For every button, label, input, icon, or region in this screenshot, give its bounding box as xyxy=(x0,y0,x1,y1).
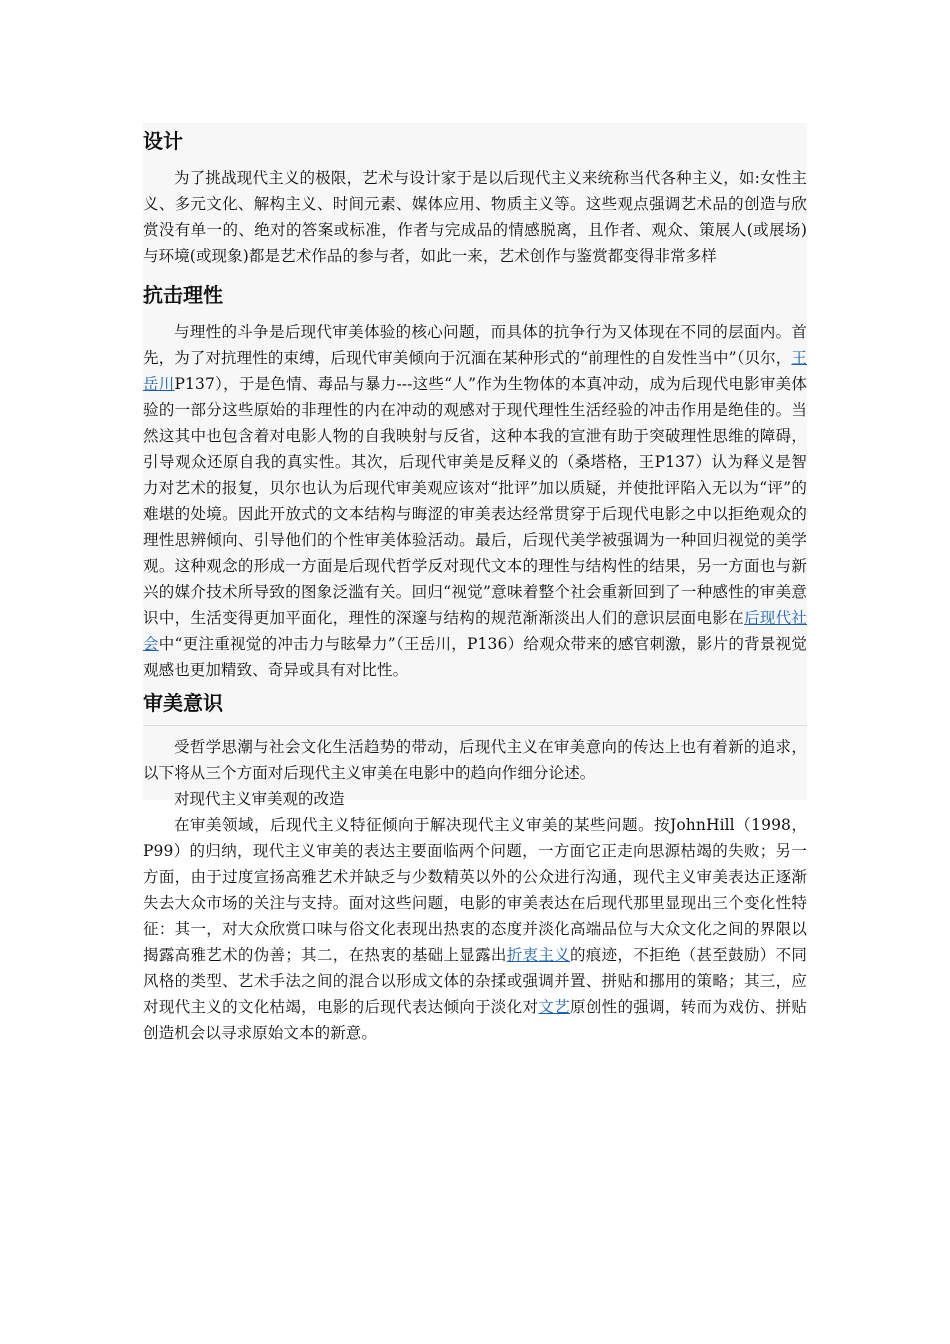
link-wang-yuechuan[interactable]: 王岳川 xyxy=(143,349,807,393)
paragraph-rationality xyxy=(143,319,807,683)
subheading-transformation: 对现代主义审美观的改造 xyxy=(174,790,345,808)
paragraph-text: 在审美领域，后现代主义特征倾向于解决现代主义审美的某些问题。按JohnHill（1998，P99）的归纳，现代主义审美的表达主要面临两个问题，一方面它正走向思源枯竭的失败；另一方面，由于过度宣扬高雅艺术并缺乏与少数精英以外的公众进行沟通，现代主义审美表达正逐渐失去大众市场的关注与支持。面对这些问题，电影的审美表达在后现代那里显现出三个变化性特征：其一，对大众欣赏口味与俗文化表现出热衷的态度并淡化高端品位与大众文化之间的界限以揭露高雅艺术的伪善；其二，在热衷的基础上显露出 xyxy=(143,816,807,964)
paragraph-text: 与理性的斗争是后现代审美体验的核心问题，而具体的抗争行为又体现在不同的层面内。首先，为了对抗理性的束缚，后现代审美倾向于沉湎在某种形式的“前理性的自发性当中”（贝尔， xyxy=(143,323,807,367)
paragraph-text: 原创性的强调，转而为戏仿、拼贴创造机会以寻求原始文本的新意。 xyxy=(143,998,807,1042)
paragraph-text: 的痕迹，不拒绝（甚至鼓励）不同风格的类型、艺术手法之间的混合以形成文体的杂揉或强调并置、拼贴和挪用的策略；其三，应对现代主义的文化枯竭，电影的后现代表达倾向于淡化对 xyxy=(143,946,807,1016)
section-heading-aesthetics: 审美意识 xyxy=(143,691,223,715)
paragraph-aesthetics-intro: 受哲学思潮与社会文化生活趋势的带动，后现代主义在审美意向的传达上也有着新的追求，以下将从三个方面对后现代主义审美在电影中的趋向作细分论述。 xyxy=(143,738,807,782)
section-heading-rationality: 抗击理性 xyxy=(143,283,223,307)
divider xyxy=(143,725,807,726)
paragraph-aesthetics-body xyxy=(143,812,807,1046)
paragraph-text: 中“更注重视觉的冲击力与眩晕力”（王岳川，P136）给观众带来的感官刺激，影片的背景视觉观感也更加精致、奇异或具有对比性。 xyxy=(143,635,808,679)
link-eclecticism[interactable]: 折衷主义 xyxy=(506,946,570,964)
link-literature-art[interactable]: 文艺 xyxy=(538,998,570,1016)
paragraph-text: P137），于是色情、毒品与暴力---这些“人”作为生物体的本真冲动，成为后现代电影审美体验的一部分这些原始的非理性的内在冲动的观感对于现代理性生活经验的冲击作用是绝佳的。当然这其中也包含着对电影人物的自我映射与反省，这种本我的宣泄有助于突破理性思维的障碍，引导观众还原自我的真实性。其次，后现代审美是反释义的（桑塔格，王P137）认为释义是智力对艺术的报复，贝尔也认为后现代审美观应该对“批评”加以质疑，并使批评陷入无以为“评”的难堪的处境。因此开放式的文本结构与晦涩的审美表达经常贯穿于后现代电影之中以拒绝观众的理性思辨倾向、引导他们的个性审美体验活动。最后，后现代美学被强调为一种回归视觉的美学观。这种观念的形成一方面是后现代哲学反对现代文本的理性与结构性的结果，另一方面也与新兴的媒介技术所导致的图象泛滥有关。回归“视觉”意味着整个社会重新回到了一种感性的审美意识中，生活变得更加平面化，理性的深邃与结构的规范渐渐淡出人们的意识层面电影在 xyxy=(143,375,808,627)
link-postmodern-society[interactable]: 后现代社会 xyxy=(143,609,807,653)
section-heading-design: 设计 xyxy=(143,129,183,153)
paragraph-design: 为了挑战现代主义的极限，艺术与设计家于是以后现代主义来统称当代各种主义，如:女性主义、多元文化、解构主义、时间元素、媒体应用、物质主义等。这些观点强调艺术品的创造与欣赏没有单一的、绝对的答案或标准，作者与完成品的情感脱离，且作者、观众、策展人(或展场)与环境(或现象)都是艺术作品的参与者，如此一来，艺术创作与鉴赏都变得非常多样 xyxy=(143,169,807,265)
document-content xyxy=(143,123,807,1046)
